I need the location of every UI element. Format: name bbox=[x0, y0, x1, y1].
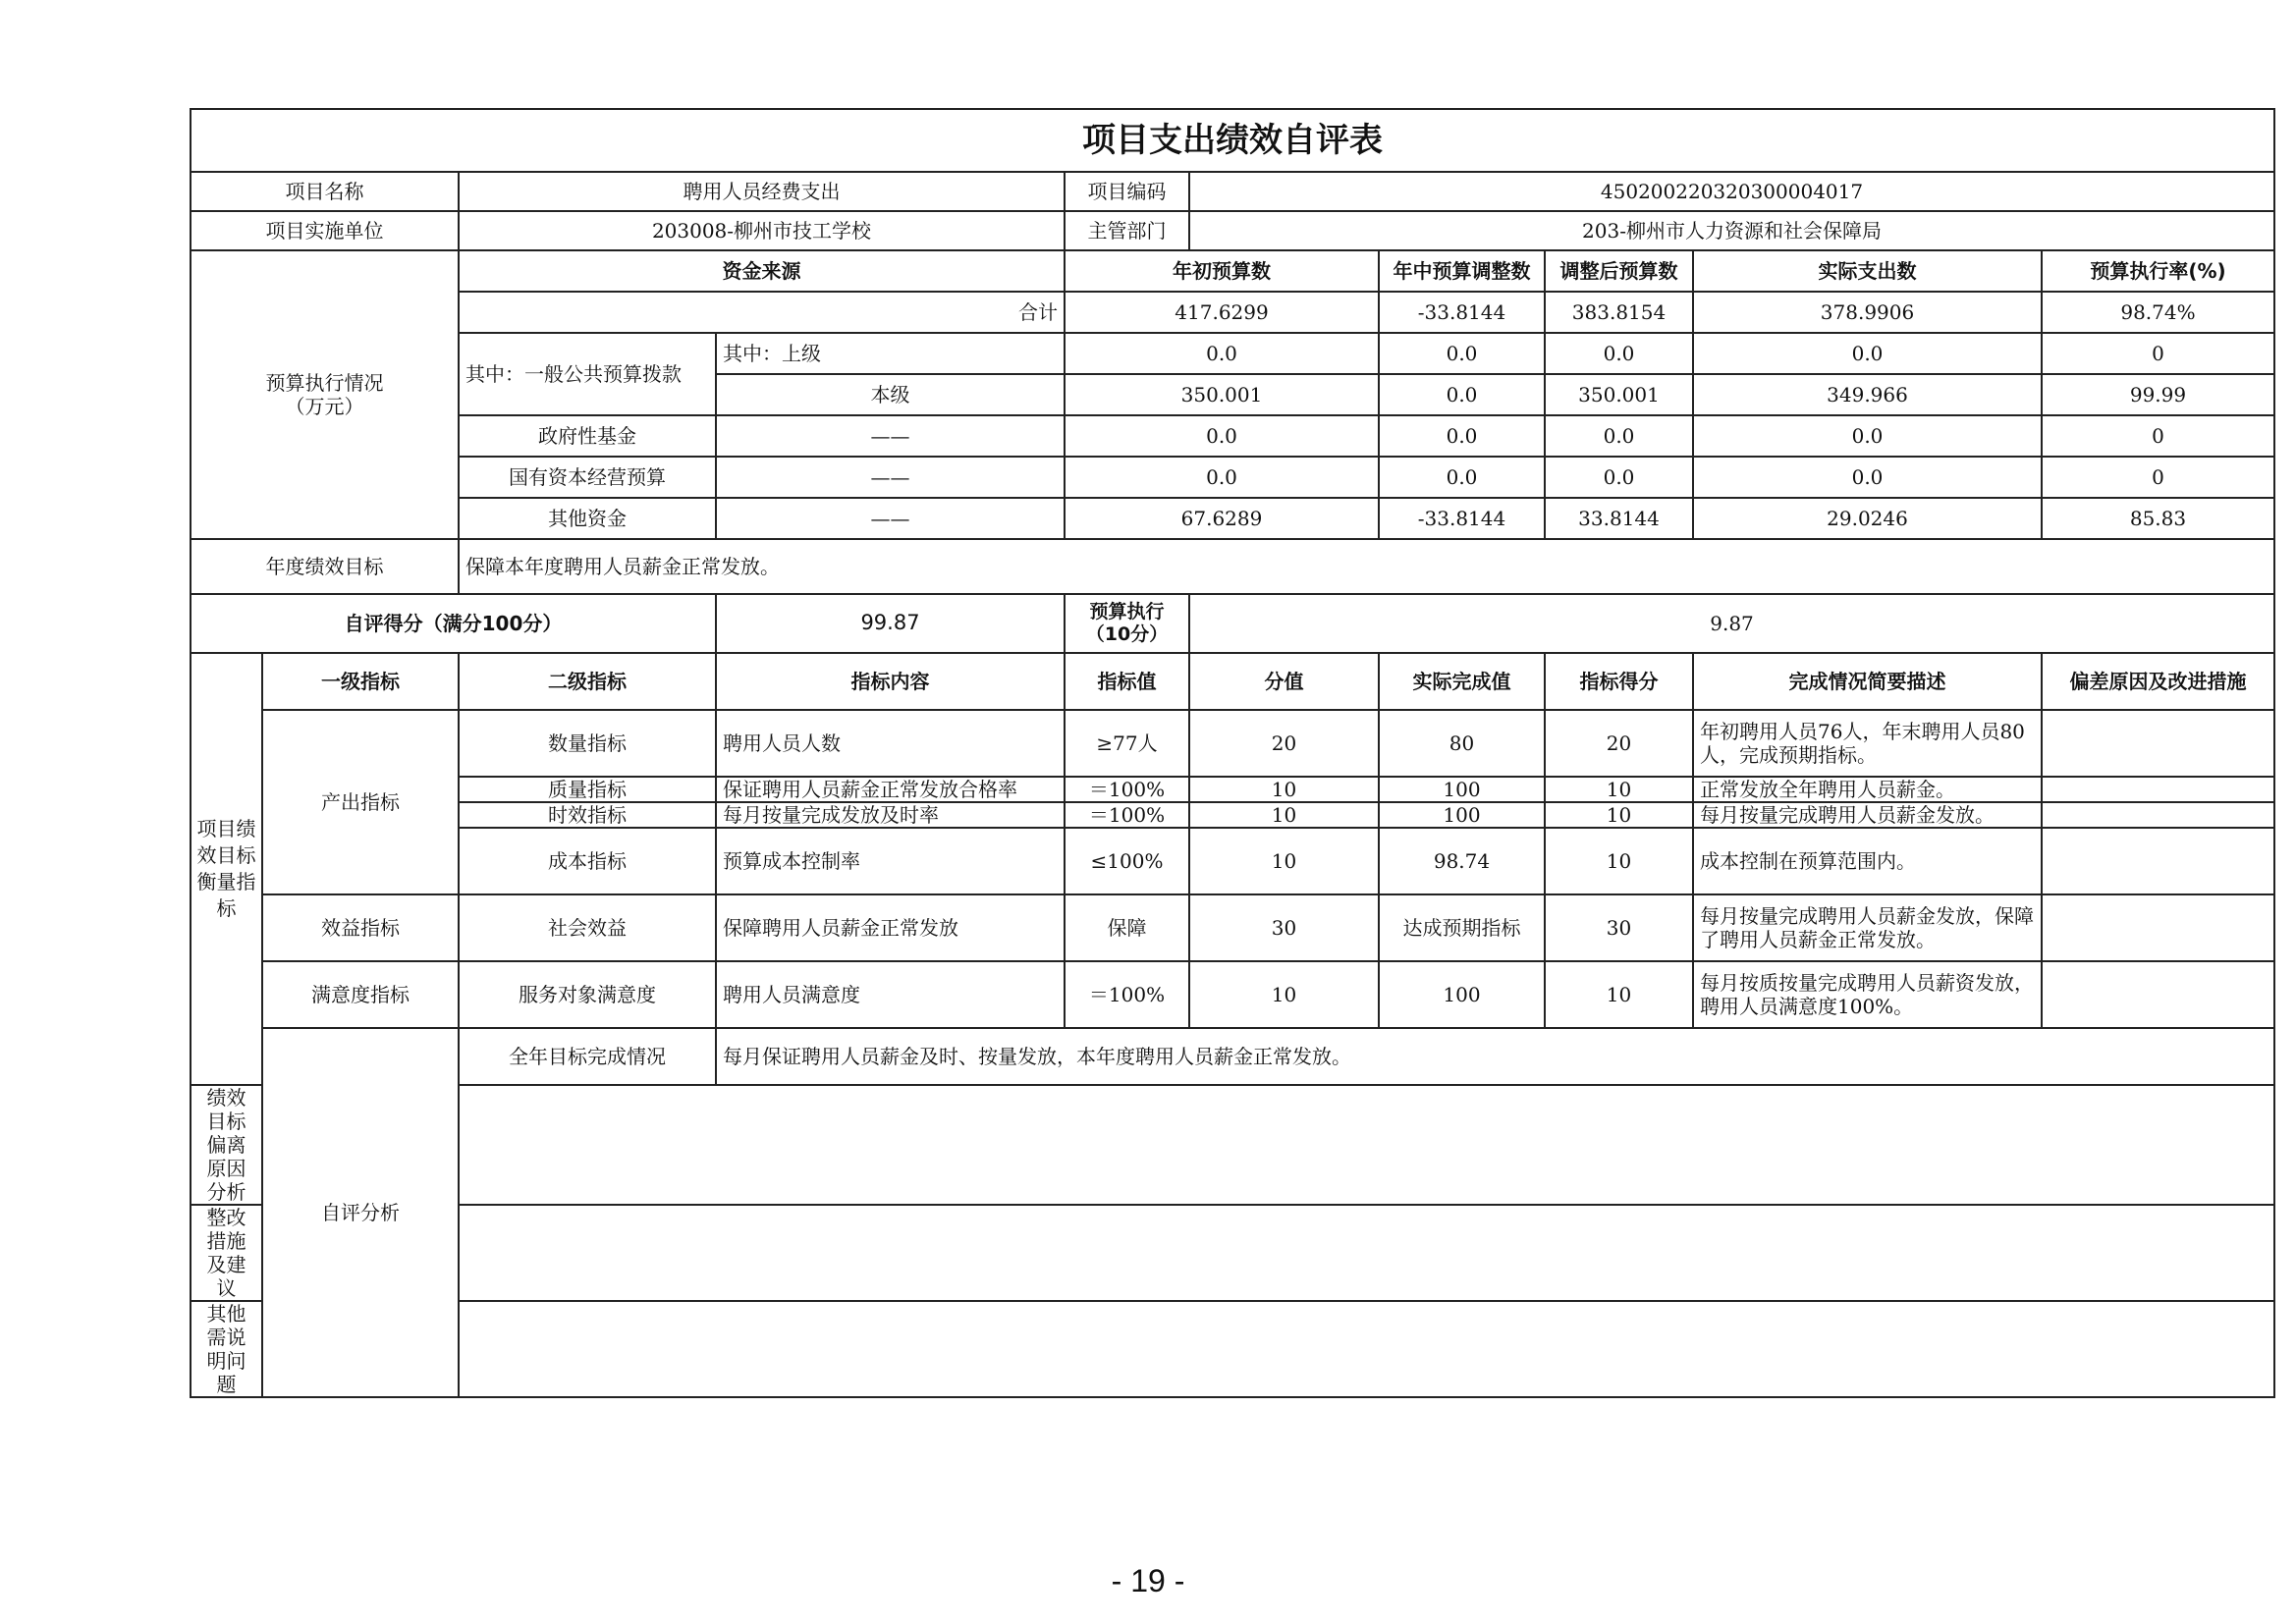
header-level2: 二级指标 bbox=[459, 653, 716, 710]
header-initial: 年初预算数 bbox=[1065, 250, 1379, 292]
state-capital-actual: 0.0 bbox=[1693, 457, 2042, 498]
indicator-deviation bbox=[2042, 777, 2274, 802]
gov-fund-label: 政府性基金 bbox=[459, 415, 716, 457]
header-target: 指标值 bbox=[1065, 653, 1189, 710]
completion-label: 全年目标完成情况 bbox=[459, 1028, 716, 1085]
indicator-target: ＝100% bbox=[1065, 961, 1189, 1028]
deviation-analysis-text bbox=[459, 1085, 2274, 1205]
total-rate: 98.74% bbox=[2042, 292, 2274, 333]
indicator-actual: 达成预期指标 bbox=[1379, 894, 1545, 961]
indicator-desc: 成本控制在预算范围内。 bbox=[1693, 828, 2042, 894]
indicator-score: 10 bbox=[1545, 802, 1693, 828]
other-funds-adjusted: 33.8144 bbox=[1545, 498, 1693, 539]
self-evaluation-table bbox=[190, 108, 2275, 1398]
state-capital-label: 国有资本经营预算 bbox=[459, 457, 716, 498]
budget-row-other bbox=[191, 498, 2274, 539]
indicator-target: ≤100% bbox=[1065, 828, 1189, 894]
other-funds-rate: 85.83 bbox=[2042, 498, 2274, 539]
other-funds-dash: —— bbox=[716, 498, 1065, 539]
header-deviation: 偏差原因及改进措施 bbox=[2042, 653, 2274, 710]
indicator-actual: 100 bbox=[1379, 802, 1545, 828]
indicator-actual: 100 bbox=[1379, 777, 1545, 802]
annual-goal-label: 年度绩效目标 bbox=[191, 539, 459, 594]
budget-row-state-capital bbox=[191, 457, 2274, 498]
indicator-content: 聘用人员满意度 bbox=[716, 961, 1065, 1028]
gov-fund-dash: —— bbox=[716, 415, 1065, 457]
header-actual: 实际支出数 bbox=[1693, 250, 2042, 292]
indicator-actual: 80 bbox=[1379, 710, 1545, 777]
gov-fund-rate: 0 bbox=[2042, 415, 2274, 457]
indicator-content: 保障聘用人员薪金正常发放 bbox=[716, 894, 1065, 961]
indicator-weight: 10 bbox=[1189, 802, 1379, 828]
indicator-row-cost bbox=[191, 828, 2274, 894]
indicator-target: ＝100% bbox=[1065, 777, 1189, 802]
measures-label: 整改措施及建议 bbox=[191, 1205, 262, 1301]
state-capital-initial: 0.0 bbox=[1065, 457, 1379, 498]
indicators-section-label: 项目绩效目标衡量指标 bbox=[191, 653, 262, 1085]
indicator-row-quantity bbox=[191, 710, 2274, 777]
indicator-target: 保障 bbox=[1065, 894, 1189, 961]
local-label: 本级 bbox=[716, 374, 1065, 415]
gov-fund-adjusted: 0.0 bbox=[1545, 415, 1693, 457]
budget-section-label-line2: （万元） bbox=[285, 395, 364, 418]
indicator-deviation bbox=[2042, 802, 2274, 828]
indicator-desc: 每月按质按量完成聘用人员薪资发放，聘用人员满意度100%。 bbox=[1693, 961, 2042, 1028]
indicator-actual: 98.74 bbox=[1379, 828, 1545, 894]
project-code-value: 450200220320300004017 bbox=[1189, 172, 2274, 211]
completion-text: 每月保证聘用人员薪金及时、按量发放，本年度聘用人员薪金正常发放。 bbox=[716, 1028, 2274, 1085]
indicator-desc: 每月按量完成聘用人员薪金发放，保障了聘用人员薪金正常发放。 bbox=[1693, 894, 2042, 961]
indicator-desc: 正常发放全年聘用人员薪金。 bbox=[1693, 777, 2042, 802]
indicator-content: 每月按量完成发放及时率 bbox=[716, 802, 1065, 828]
indicator-deviation bbox=[2042, 828, 2274, 894]
superior-initial: 0.0 bbox=[1065, 333, 1379, 374]
indicator-row-satisfaction bbox=[191, 961, 2274, 1028]
indicator-score: 10 bbox=[1545, 777, 1693, 802]
indicator-row-quality bbox=[191, 777, 2274, 802]
total-actual: 378.9906 bbox=[1693, 292, 2042, 333]
indicator-content: 保证聘用人员薪金正常发放合格率 bbox=[716, 777, 1065, 802]
indicator-score: 10 bbox=[1545, 828, 1693, 894]
general-budget-label: 其中：一般公共预算拨款 bbox=[459, 333, 716, 415]
indicator-deviation bbox=[2042, 961, 2274, 1028]
indicator-level2: 质量指标 bbox=[459, 777, 716, 802]
dept-value: 203-柳州市人力资源和社会保障局 bbox=[1189, 211, 2274, 250]
annual-goal-text: 保障本年度聘用人员薪金正常发放。 bbox=[459, 539, 2274, 594]
indicator-weight: 10 bbox=[1189, 828, 1379, 894]
impl-unit-value: 203008-柳州市技工学校 bbox=[459, 211, 1065, 250]
total-label: 合计 bbox=[459, 292, 1065, 333]
superior-actual: 0.0 bbox=[1693, 333, 2042, 374]
total-adjusted: 383.8154 bbox=[1545, 292, 1693, 333]
header-actual-value: 实际完成值 bbox=[1379, 653, 1545, 710]
header-desc: 完成情况简要描述 bbox=[1693, 653, 2042, 710]
indicator-deviation bbox=[2042, 710, 2274, 777]
indicator-content: 预算成本控制率 bbox=[716, 828, 1065, 894]
header-adjusted: 调整后预算数 bbox=[1545, 250, 1693, 292]
indicator-weight: 10 bbox=[1189, 777, 1379, 802]
budget-row-gov-fund bbox=[191, 415, 2274, 457]
budget-row-superior bbox=[191, 333, 2274, 374]
self-score-label: 自评得分（满分100分） bbox=[191, 594, 716, 653]
gov-fund-actual: 0.0 bbox=[1693, 415, 2042, 457]
budget-row-total bbox=[191, 292, 2274, 333]
output-indicator-label: 产出指标 bbox=[262, 710, 459, 894]
table-title: 项目支出绩效自评表 bbox=[191, 109, 2274, 172]
indicator-deviation bbox=[2042, 894, 2274, 961]
header-adjust: 年中预算调整数 bbox=[1379, 250, 1545, 292]
local-rate: 99.99 bbox=[2042, 374, 2274, 415]
header-content: 指标内容 bbox=[716, 653, 1065, 710]
state-capital-rate: 0 bbox=[2042, 457, 2274, 498]
measures-text bbox=[459, 1205, 2274, 1301]
indicator-desc: 每月按量完成聘用人员薪金发放。 bbox=[1693, 802, 2042, 828]
local-adjust: 0.0 bbox=[1379, 374, 1545, 415]
project-code-label: 项目编码 bbox=[1065, 172, 1189, 211]
superior-adjusted: 0.0 bbox=[1545, 333, 1693, 374]
indicator-level2: 数量指标 bbox=[459, 710, 716, 777]
indicator-weight: 20 bbox=[1189, 710, 1379, 777]
project-name-label: 项目名称 bbox=[191, 172, 459, 211]
other-funds-actual: 29.0246 bbox=[1693, 498, 2042, 539]
indicator-level2: 服务对象满意度 bbox=[459, 961, 716, 1028]
indicator-target: ＝100% bbox=[1065, 802, 1189, 828]
indicator-score: 10 bbox=[1545, 961, 1693, 1028]
header-score: 指标得分 bbox=[1545, 653, 1693, 710]
indicator-weight: 30 bbox=[1189, 894, 1379, 961]
indicator-content: 聘用人员人数 bbox=[716, 710, 1065, 777]
project-name-value: 聘用人员经费支出 bbox=[459, 172, 1065, 211]
superior-rate: 0 bbox=[2042, 333, 2274, 374]
header-level1: 一级指标 bbox=[262, 653, 459, 710]
other-funds-initial: 67.6289 bbox=[1065, 498, 1379, 539]
indicator-score: 30 bbox=[1545, 894, 1693, 961]
state-capital-adjusted: 0.0 bbox=[1545, 457, 1693, 498]
indicator-level2: 社会效益 bbox=[459, 894, 716, 961]
local-initial: 350.001 bbox=[1065, 374, 1379, 415]
budget-exec-score-value: 9.87 bbox=[1189, 594, 2274, 653]
header-rate: 预算执行率(%) bbox=[2042, 250, 2274, 292]
superior-adjust: 0.0 bbox=[1379, 333, 1545, 374]
other-issues-label: 其他需说明问题 bbox=[191, 1301, 262, 1397]
budget-exec-score-label: 预算执行（10分） bbox=[1065, 594, 1189, 653]
other-funds-adjust: -33.8144 bbox=[1379, 498, 1545, 539]
indicator-desc: 年初聘用人员76人，年末聘用人员80人，完成预期指标。 bbox=[1693, 710, 2042, 777]
other-funds-label: 其他资金 bbox=[459, 498, 716, 539]
state-capital-dash: —— bbox=[716, 457, 1065, 498]
self-score-value: 99.87 bbox=[716, 594, 1065, 653]
header-source: 资金来源 bbox=[459, 250, 1065, 292]
superior-label: 其中：上级 bbox=[716, 333, 1065, 374]
local-adjusted: 350.001 bbox=[1545, 374, 1693, 415]
state-capital-adjust: 0.0 bbox=[1379, 457, 1545, 498]
page-number: - 19 - bbox=[1111, 1563, 1185, 1598]
local-actual: 349.966 bbox=[1693, 374, 2042, 415]
indicator-weight: 10 bbox=[1189, 961, 1379, 1028]
indicator-target: ≥77人 bbox=[1065, 710, 1189, 777]
benefit-indicator-label: 效益指标 bbox=[262, 894, 459, 961]
other-issues-text bbox=[459, 1301, 2274, 1397]
indicator-row-social-benefit bbox=[191, 894, 2274, 961]
gov-fund-initial: 0.0 bbox=[1065, 415, 1379, 457]
gov-fund-adjust: 0.0 bbox=[1379, 415, 1545, 457]
header-weight: 分值 bbox=[1189, 653, 1379, 710]
deviation-analysis-label: 绩效目标偏离原因分析 bbox=[191, 1085, 262, 1205]
budget-section-label-line1: 预算执行情况 bbox=[265, 371, 384, 395]
indicator-level2: 成本指标 bbox=[459, 828, 716, 894]
total-adjust: -33.8144 bbox=[1379, 292, 1545, 333]
indicator-level2: 时效指标 bbox=[459, 802, 716, 828]
indicator-actual: 100 bbox=[1379, 961, 1545, 1028]
total-initial: 417.6299 bbox=[1065, 292, 1379, 333]
impl-unit-label: 项目实施单位 bbox=[191, 211, 459, 250]
analysis-section-label: 自评分析 bbox=[262, 1028, 459, 1397]
indicator-row-timeliness bbox=[191, 802, 2274, 828]
dept-label: 主管部门 bbox=[1065, 211, 1189, 250]
budget-section-label bbox=[191, 250, 459, 539]
satisfaction-indicator-label: 满意度指标 bbox=[262, 961, 459, 1028]
indicator-score: 20 bbox=[1545, 710, 1693, 777]
